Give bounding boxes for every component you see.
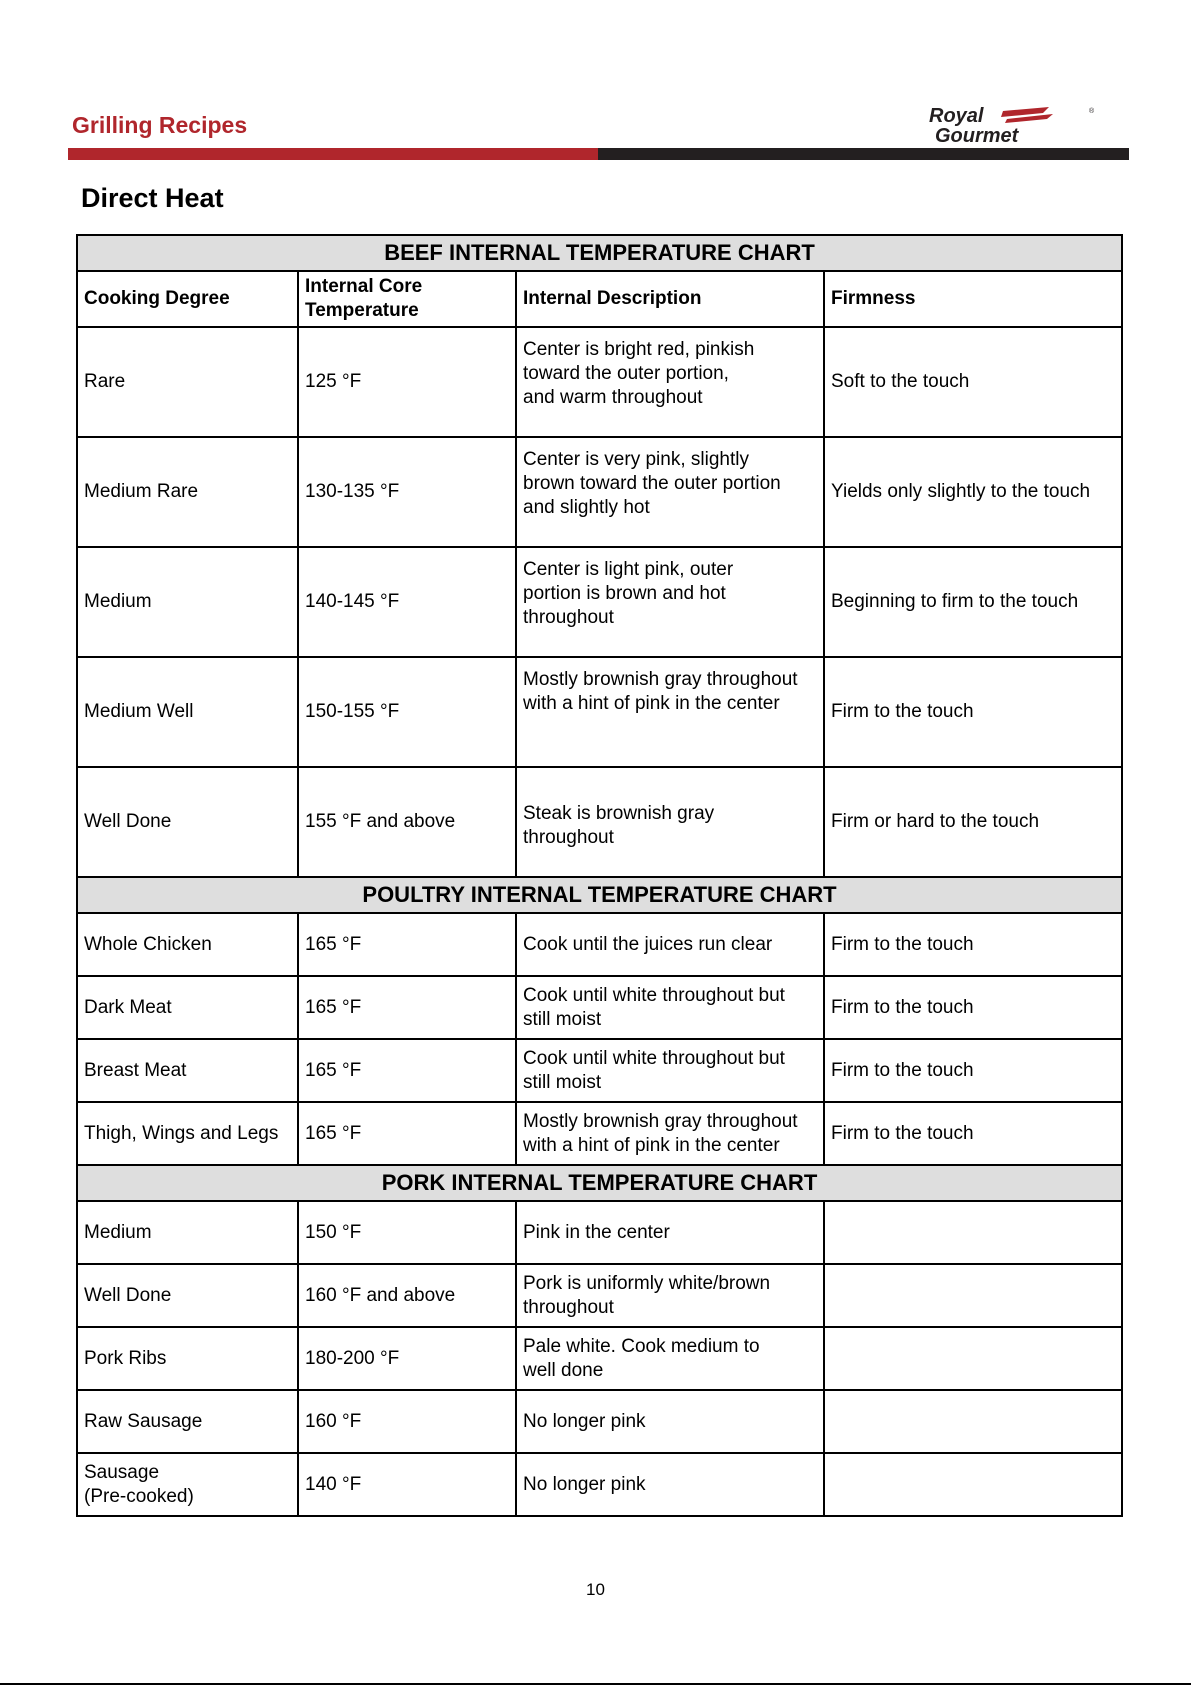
- table-cell: 165 °F: [298, 913, 516, 976]
- beef-table-row: [77, 327, 1122, 437]
- table-cell: Cook until white throughout but still moist: [516, 1039, 824, 1102]
- table-cell: 165 °F: [298, 976, 516, 1039]
- table-cell: Beginning to firm to the touch: [824, 547, 1122, 657]
- pork-table-row: [77, 1390, 1122, 1453]
- beef-chart-title-row: [77, 235, 1122, 271]
- column-header: Firmness: [824, 271, 1122, 327]
- pork-table-row: [77, 1453, 1122, 1516]
- table-cell: 125 °F: [298, 327, 516, 437]
- page-header-title: Grilling Recipes: [72, 112, 248, 138]
- pork-chart-title: PORK INTERNAL TEMPERATURE CHART: [77, 1165, 1122, 1201]
- beef-table-row: [77, 547, 1122, 657]
- table-cell: Medium Well: [77, 657, 298, 767]
- table-cell: Pork Ribs: [77, 1327, 298, 1390]
- table-cell: Firm to the touch: [824, 657, 1122, 767]
- table-cell: [824, 1327, 1122, 1390]
- poultry-chart-title: POULTRY INTERNAL TEMPERATURE CHART: [77, 877, 1122, 913]
- column-header: Cooking Degree: [77, 271, 298, 327]
- table-cell: 150 °F: [298, 1201, 516, 1264]
- table-cell: Firm to the touch: [824, 1102, 1122, 1165]
- header-dark-bar: [598, 148, 1129, 160]
- table-cell: Raw Sausage: [77, 1390, 298, 1453]
- table-cell: Center is very pink, slightly brown toward the outer portion and slightly hot: [516, 437, 824, 547]
- poultry-table-row: [77, 976, 1122, 1039]
- table-cell: Firm or hard to the touch: [824, 767, 1122, 877]
- pork-chart-title-row: [77, 1165, 1122, 1201]
- table-cell: 165 °F: [298, 1039, 516, 1102]
- table-cell: Well Done: [77, 1264, 298, 1327]
- poultry-table-row: [77, 1039, 1122, 1102]
- temperature-charts-table: [76, 234, 1123, 1517]
- table-cell: Pale white. Cook medium to well done: [516, 1327, 824, 1390]
- table-cell: Mostly brownish gray throughout with a hint of pink in the center: [516, 657, 824, 767]
- table-cell: [824, 1201, 1122, 1264]
- beef-table-row: [77, 437, 1122, 547]
- table-cell: 160 °F and above: [298, 1264, 516, 1327]
- page-number: 10: [586, 1580, 605, 1599]
- table-cell: No longer pink: [516, 1390, 824, 1453]
- table-cell: 150-155 °F: [298, 657, 516, 767]
- table-cell: Center is bright red, pinkish toward the outer portion, and warm throughout: [516, 327, 824, 437]
- table-cell: Mostly brownish gray throughout with a hint of pink in the center: [516, 1102, 824, 1165]
- table-cell: [824, 1453, 1122, 1516]
- svg-text:Royal: Royal: [929, 105, 984, 127]
- svg-text:Gourmet: Gourmet: [935, 125, 1019, 146]
- beef-table-row: [77, 767, 1122, 877]
- table-cell: Yields only slightly to the touch: [824, 437, 1122, 547]
- section-title: Direct Heat: [81, 183, 224, 213]
- table-cell: Steak is brownish gray throughout: [516, 767, 824, 877]
- beef-table-row: [77, 657, 1122, 767]
- table-cell: 160 °F: [298, 1390, 516, 1453]
- pork-table-row: [77, 1264, 1122, 1327]
- column-header-row: [77, 271, 1122, 327]
- table-cell: Whole Chicken: [77, 913, 298, 976]
- table-cell: Soft to the touch: [824, 327, 1122, 437]
- table-cell: 165 °F: [298, 1102, 516, 1165]
- column-header: Internal Description: [516, 271, 824, 327]
- table-cell: Cook until the juices run clear: [516, 913, 824, 976]
- table-cell: [824, 1264, 1122, 1327]
- table-cell: Medium: [77, 547, 298, 657]
- poultry-table-row: [77, 913, 1122, 976]
- table-cell: Rare: [77, 327, 298, 437]
- table-cell: Firm to the touch: [824, 1039, 1122, 1102]
- table-cell: Firm to the touch: [824, 976, 1122, 1039]
- pork-table-row: [77, 1327, 1122, 1390]
- table-cell: Center is light pink, outer portion is brown and hot throughout: [516, 547, 824, 657]
- table-cell: Breast Meat: [77, 1039, 298, 1102]
- pork-table-row: [77, 1201, 1122, 1264]
- table-cell: Well Done: [77, 767, 298, 877]
- table-cell: Dark Meat: [77, 976, 298, 1039]
- table-cell: 140-145 °F: [298, 547, 516, 657]
- table-cell: Cook until white throughout but still moist: [516, 976, 824, 1039]
- header-accent-bar: [68, 148, 598, 160]
- poultry-table-row: [77, 1102, 1122, 1165]
- table-cell: [824, 1390, 1122, 1453]
- table-cell: 155 °F and above: [298, 767, 516, 877]
- table-cell: Firm to the touch: [824, 913, 1122, 976]
- table-cell: Thigh, Wings and Legs: [77, 1102, 298, 1165]
- table-cell: No longer pink: [516, 1453, 824, 1516]
- table-cell: 140 °F: [298, 1453, 516, 1516]
- table-cell: 130-135 °F: [298, 437, 516, 547]
- table-cell: Pink in the center: [516, 1201, 824, 1264]
- poultry-chart-title-row: [77, 877, 1122, 913]
- svg-text:®: ®: [1089, 108, 1095, 115]
- table-cell: 180-200 °F: [298, 1327, 516, 1390]
- table-cell: Pork is uniformly white/brown throughout: [516, 1264, 824, 1327]
- column-header: Internal Core Temperature: [298, 271, 516, 327]
- table-cell: Medium Rare: [77, 437, 298, 547]
- beef-chart-title: BEEF INTERNAL TEMPERATURE CHART: [77, 235, 1122, 271]
- royal-gourmet-logo: [925, 104, 1100, 146]
- table-cell: Sausage (Pre-cooked): [77, 1453, 298, 1516]
- table-cell: Medium: [77, 1201, 298, 1264]
